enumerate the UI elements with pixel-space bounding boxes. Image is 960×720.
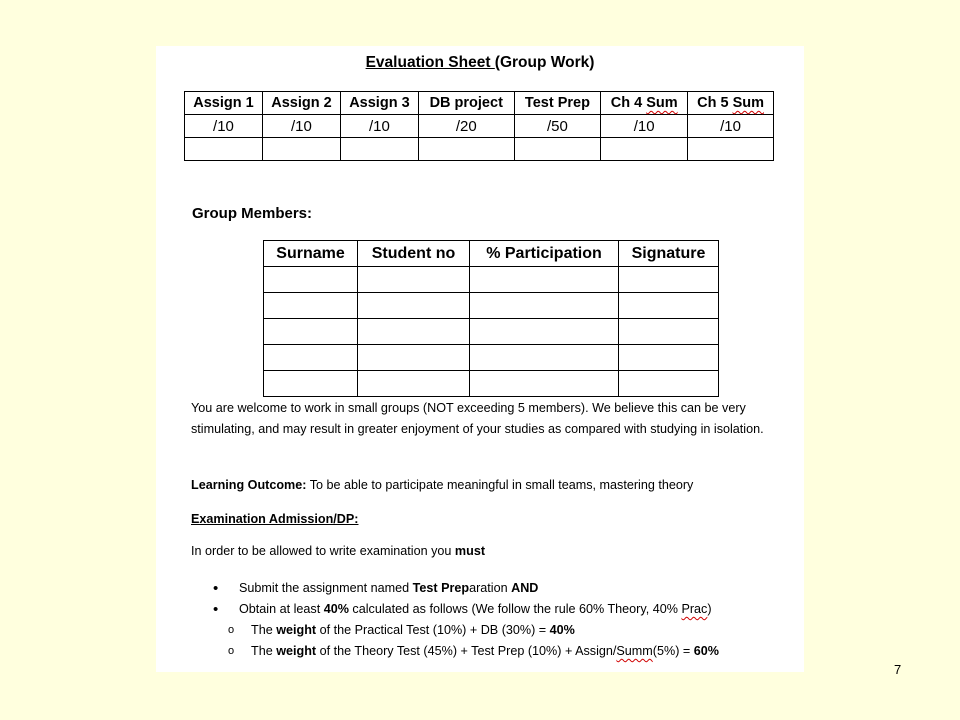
member-student-no-cell[interactable]: [358, 293, 470, 319]
scores-header-test-prep: Test Prep: [514, 92, 601, 115]
member-student-no-cell[interactable]: [358, 267, 470, 293]
req1-text: Submit the assignment named: [239, 581, 413, 595]
scores-header-ch5-sum: Ch 5 Sum: [688, 92, 774, 115]
member-participation-cell[interactable]: [470, 345, 619, 371]
max-assign3: /10: [340, 115, 418, 138]
member-signature-cell[interactable]: [619, 319, 719, 345]
requirement-item: [191, 599, 791, 620]
scores-header-db-project: DB project: [418, 92, 514, 115]
sub2-pre: The: [251, 644, 277, 658]
exam-admission-heading: Examination Admission/DP:: [191, 512, 359, 526]
member-row: [264, 319, 719, 345]
sub2-summ: Summ: [616, 644, 653, 658]
scores-header-assign1: Assign 1: [185, 92, 263, 115]
member-signature-cell[interactable]: [619, 267, 719, 293]
sheet-title: [156, 54, 804, 72]
sub1-text: of the Practical Test (10%) + DB (30%) =: [316, 623, 550, 637]
scores-header-row: [185, 92, 774, 115]
sub2-text: of the Theory Test (45%) + Test Prep (10%) + Assign/: [316, 644, 617, 658]
score-cell[interactable]: [340, 138, 418, 161]
requirement-item: [191, 578, 791, 599]
member-surname-cell[interactable]: [264, 319, 358, 345]
score-cell[interactable]: [262, 138, 340, 161]
max-assign2: /10: [262, 115, 340, 138]
scores-header-ch4-sum: Ch 4 Sum: [601, 92, 688, 115]
learning-outcome-text: To be able to participate meaningful in small teams, mastering theory: [306, 478, 694, 492]
member-surname-cell[interactable]: [264, 345, 358, 371]
member-signature-cell[interactable]: [619, 371, 719, 397]
members-header-signature: Signature: [619, 241, 719, 267]
member-surname-cell[interactable]: [264, 293, 358, 319]
member-participation-cell[interactable]: [470, 293, 619, 319]
max-ch5-sum: /10: [688, 115, 774, 138]
sub1-result: 40%: [549, 623, 575, 637]
scores-table: [184, 91, 774, 161]
max-assign1: /10: [185, 115, 263, 138]
member-surname-cell[interactable]: [264, 267, 358, 293]
member-row: [264, 267, 719, 293]
sub2-weight: weight: [276, 644, 317, 658]
exam-admission-must: must: [454, 544, 486, 558]
sheet-title-suffix: (Group Work): [494, 54, 595, 71]
score-cell[interactable]: [185, 138, 263, 161]
sub1-weight: weight: [276, 623, 317, 637]
member-surname-cell[interactable]: [264, 371, 358, 397]
learning-outcome-label: Learning Outcome:: [191, 478, 307, 492]
member-row: [264, 371, 719, 397]
max-test-prep: /50: [514, 115, 601, 138]
req1-mid: aration: [469, 581, 512, 595]
req1-test-prep: Test Prep: [412, 581, 470, 595]
member-student-no-cell[interactable]: [358, 319, 470, 345]
score-cell[interactable]: [601, 138, 688, 161]
member-signature-cell[interactable]: [619, 345, 719, 371]
members-header-participation: % Participation: [470, 241, 619, 267]
member-participation-cell[interactable]: [470, 267, 619, 293]
req2-text: Obtain at least: [239, 602, 324, 616]
requirements-list: [191, 578, 791, 620]
member-student-no-cell[interactable]: [358, 345, 470, 371]
group-members-table: [263, 240, 719, 397]
req2-percent: 40%: [323, 602, 349, 616]
exam-admission-lead: [191, 541, 485, 562]
group-members-heading: Group Members:: [192, 205, 313, 222]
weight-sublist: [156, 620, 776, 662]
members-header-row: [264, 241, 719, 267]
req2-end: ): [707, 602, 712, 616]
req2-rule: calculated as follows (We follow the rule 60% Theory, 40%: [348, 602, 682, 616]
scores-header-assign3: Assign 3: [340, 92, 418, 115]
sheet-title-main: Evaluation Sheet: [365, 54, 495, 71]
members-header-surname: Surname: [264, 241, 358, 267]
member-participation-cell[interactable]: [470, 371, 619, 397]
max-db-project: /20: [418, 115, 514, 138]
sub1-pre: The: [251, 623, 277, 637]
weight-item-practical: [156, 620, 776, 641]
sub2-result: 60%: [693, 644, 719, 658]
learning-outcome: [191, 475, 791, 496]
evaluation-sheet: [156, 46, 804, 672]
intro-paragraph: You are welcome to work in small groups (NOT exceeding 5 members). We believe this can be very stimulating, and may result in greater enjoyment of your studies as compared with studying in isolation.: [191, 401, 764, 436]
ch5-sum-word: Sum: [732, 95, 764, 111]
members-header-student-no: Student no: [358, 241, 470, 267]
member-row: [264, 293, 719, 319]
member-student-no-cell[interactable]: [358, 371, 470, 397]
score-cell[interactable]: [418, 138, 514, 161]
sub2-text2: (5%) =: [652, 644, 694, 658]
req2-prac: Prac: [681, 602, 708, 616]
scores-header-assign2: Assign 2: [262, 92, 340, 115]
score-cell[interactable]: [514, 138, 601, 161]
score-cell[interactable]: [688, 138, 774, 161]
member-row: [264, 345, 719, 371]
member-participation-cell[interactable]: [470, 319, 619, 345]
req1-and: AND: [511, 581, 539, 595]
weight-item-theory: [156, 641, 776, 662]
scores-entry-row: [185, 138, 774, 161]
page-number: 7: [894, 662, 902, 677]
exam-admission-lead-text: In order to be allowed to write examination you: [191, 544, 455, 558]
max-ch4-sum: /10: [601, 115, 688, 138]
scores-max-row: [185, 115, 774, 138]
ch4-sum-word: Sum: [646, 95, 678, 111]
member-signature-cell[interactable]: [619, 293, 719, 319]
